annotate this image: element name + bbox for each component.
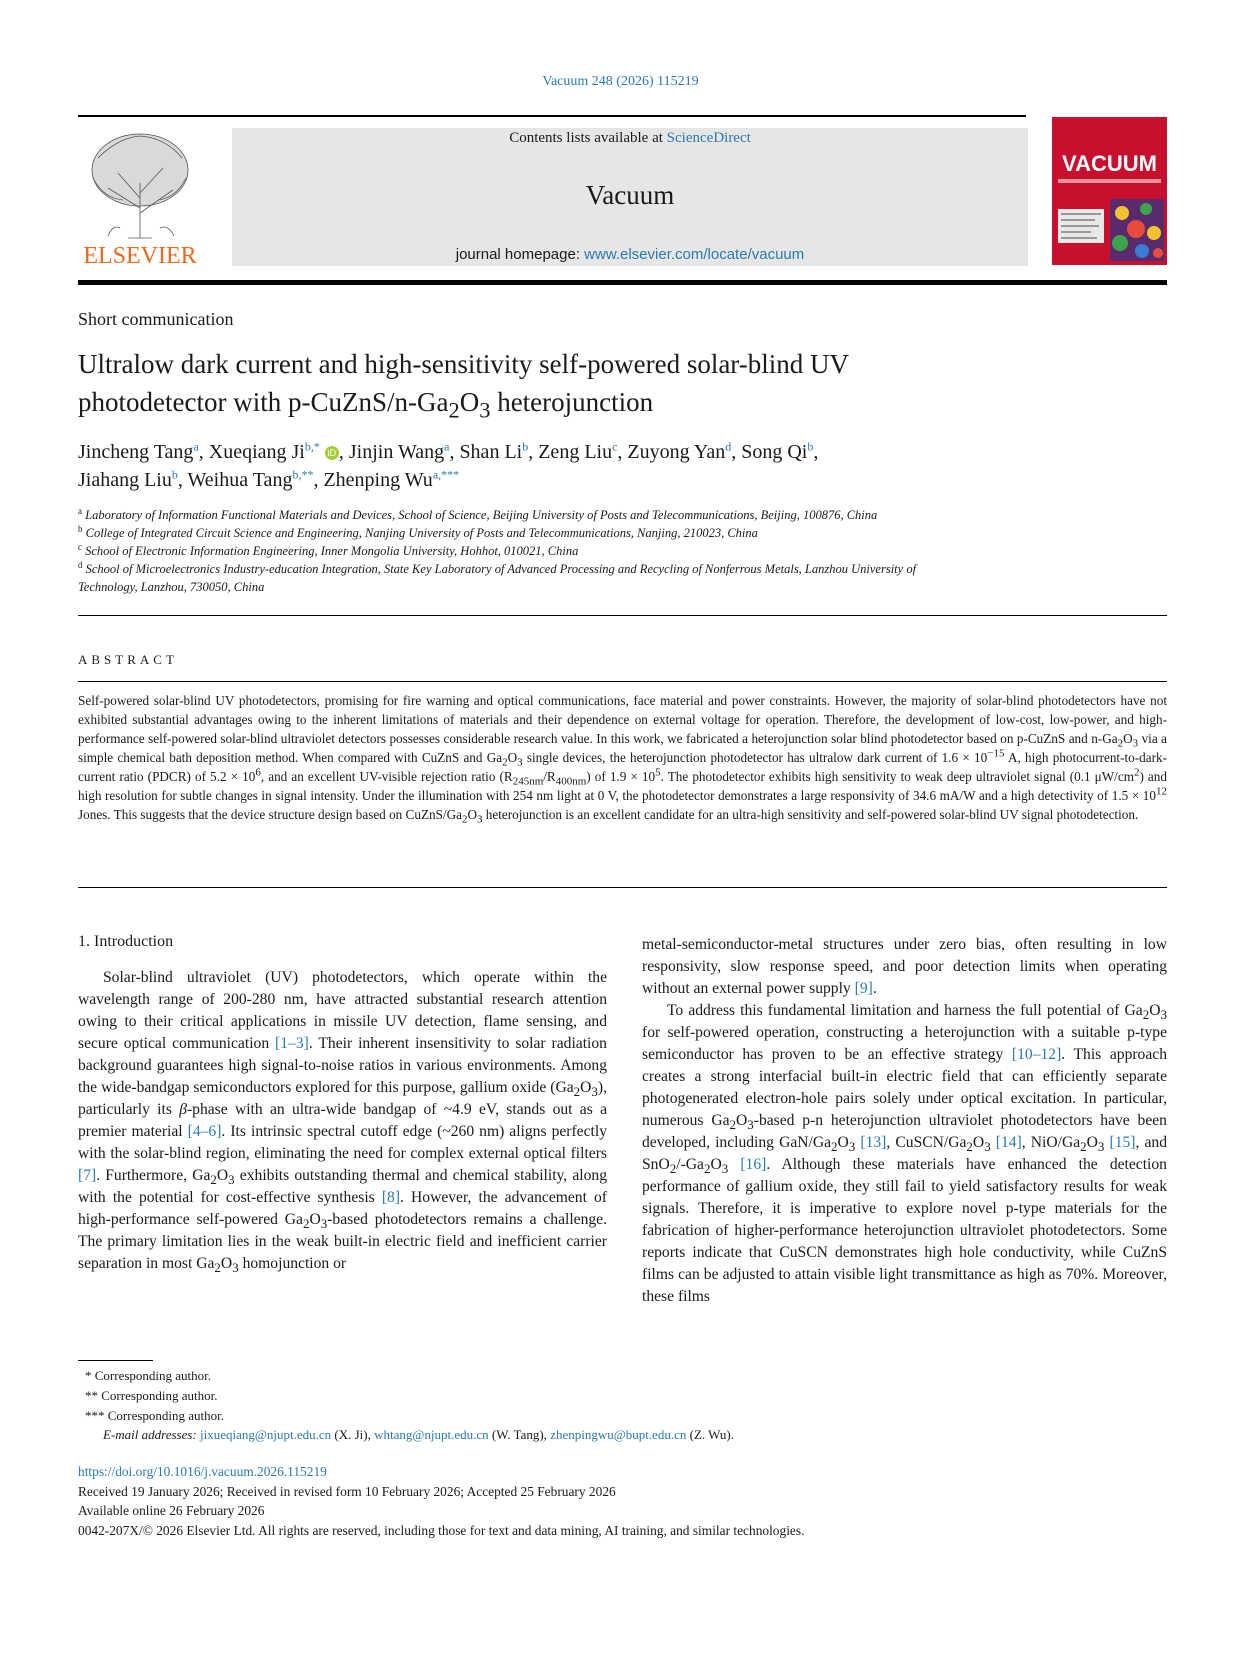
journal-name: Vacuum [585, 180, 675, 210]
citation-link[interactable]: [14] [995, 1134, 1022, 1151]
email-link[interactable]: whtang@njupt.edu.cn [374, 1427, 489, 1442]
paragraph: metal-semiconductor-metal structures under zero bias, often resulting in low responsivity, slow response speed, and poor detection limits when operating without an external power supply [9]. [642, 936, 1167, 997]
contents-line [232, 130, 1028, 147]
abstract-heading: ABSTRACT [78, 652, 178, 667]
section-heading-introduction: 1. Introduction [78, 933, 174, 950]
elsevier-wordmark: ELSEVIER [83, 243, 197, 268]
citation-link[interactable]: [9] [854, 980, 873, 997]
journal-citation[interactable]: Vacuum 248 (2026) 115219 [542, 74, 699, 89]
header-thick-rule [78, 280, 1167, 285]
article-title: Ultralow dark current and high-sensitivity self-powered solar-blind UV photodetector with $p-CuZnS/n-Ga_2O_3$ heterojunction [78, 349, 850, 423]
author-name[interactable]: Xueqiang Ji [208, 441, 305, 463]
affiliation-item: $^a$ Laboratory of Information Functional Materials and Devices, School of Science, Beijing University of Posts and Telecommunications, Beijing, 100876, China [78, 505, 878, 522]
citation-link[interactable]: [1–3] [275, 1035, 309, 1052]
elsevier-tree-icon [78, 128, 202, 268]
affiliation-item: $^d$ School of Microelectronics Industry-education Integration, State Key Laboratory of Advanced Processing and Recycling of Nonferrous Metals, Lanzhou University of [78, 559, 917, 576]
homepage-prefix: journal homepage: [455, 246, 585, 263]
article-type: Short communication [78, 309, 234, 329]
citation-link[interactable]: [4–6] [187, 1123, 222, 1140]
email-addresses: E-mail addresses: jixueqiang@njupt.edu.cn (X. Ji), whtang@njupt.edu.cn (W. Tang), zhenpingwu@bupt.edu.cn (Z. Wu). [103, 1427, 734, 1442]
citation-link[interactable]: [10–12] [1011, 1046, 1062, 1063]
author-list: Jincheng Tang$^a$, Xueqiang $Ji^{b,*}$ iD , Jinjin Wang$^a$, Shan Li$^b$, Zeng Liu$^c$, Zuyong Yan$^d$, Song Qi$^b$, Jiahang Liu$^b$, Weihua Tang$^{b,**}$, Zhenping $Wu^{a,***}$ [78, 439, 819, 491]
cover-image [1110, 199, 1164, 261]
author-name[interactable]: Zeng Liu [538, 441, 613, 463]
footnote-rule [78, 1360, 153, 1361]
body-column-right [642, 934, 1167, 1308]
affiliation-rule [78, 615, 1167, 616]
available-online: Available online 26 February 2026 [78, 1503, 265, 1518]
author-name[interactable]: Zuyong Yan [627, 441, 726, 463]
author-name[interactable]: Song Qi [741, 441, 808, 463]
affiliation-item: Technology, Lanzhou, 730050, China [78, 580, 265, 594]
homepage-line [232, 246, 1028, 263]
cover-title: VACUUM [1062, 151, 1157, 176]
citation-link[interactable]: [13] [860, 1134, 887, 1151]
journal-banner [232, 128, 1028, 266]
author-name[interactable]: Zhenping Wu [323, 469, 433, 491]
email-link[interactable]: zhenpingwu@bupt.edu.cn [550, 1427, 687, 1442]
affiliations [78, 506, 1168, 596]
contents-prefix: Contents lists available at [509, 130, 667, 146]
affiliation-item: $^c$ School of Electronic Information Engineering, Inner Mongolia University, Hohhot, 010021, China [78, 541, 579, 558]
journal-cover[interactable] [1052, 117, 1167, 265]
elsevier-logo[interactable] [78, 128, 202, 268]
footnotes [85, 1366, 224, 1426]
author-name[interactable]: Weihua Tang [187, 469, 293, 491]
email-label: E-mail addresses: [103, 1427, 197, 1442]
citation-link[interactable]: [8] [381, 1189, 401, 1206]
footnote-item: ** Corresponding author. [85, 1388, 218, 1403]
cover-subtitle-bar [1058, 179, 1161, 183]
header-rule [78, 115, 1026, 117]
publication-info [78, 1462, 804, 1540]
paragraph: Solar-blind ultraviolet (UV) photodetectors, which operate within the wavelength range of 200-280 nm, have attracted substantial research attention owing to their critical applications in missile UV detection, flame sensing, and secure optical communication [1–3]. Their inherent insensitivity to solar radiation background guarantees high signal-to-noise ratios in various environments. Among the wide-bandgap semiconductors explored for this purpose, gallium oxide $(Ga_2O_3)$, particularly its β-phase with an ultra-wide bandgap of ~4.9 eV, stands out as a premier material [4–6]. Its intrinsic spectral cutoff edge (~260 nm) aligns perfectly with the solar-blind region, eliminating the need for complex external optical filters [7]. Furthermore, $Ga_2O_3$ exhibits outstanding thermal and chemical stability, along with the potential for cost-effective synthesis [8]. However, the advancement of high-performance self-powered $Ga_2O_3$-based photodetectors remains a challenge. The primary limitation lies in the weak built-in electric field and inefficient carrier separation in most $Ga_2O_3$ homojunction or [78, 969, 608, 1276]
paragraph: To address this fundamental limitation and harness the full potential of $Ga_2O_3$ for self-powered operation, constructing a heterojunction with a suitable p-type semiconductor has proven to be an effective strategy [10–12]. This approach creates a strong interfacial built-in electric field that can efficiently separate photogenerated electron-hole pairs solely under optical excitation. In particular, numerous $Ga_2O_3$-based p-n heterojunction ultraviolet photodetectors have been developed, including GaN/$Ga_2O_3$ [13], CuSCN/$Ga_2O_3$ [14], NiO/$Ga_2O_3$ [15], and $SnO_2/-Ga_2O_3$ [16]. Although these materials have enhanced the detection performance of gallium oxide, they still fail to yield satisfactory results for weak signals. Therefore, it is imperative to explore novel p-type materials for the fabrication of higher-performance heterojunction ultraviolet photodetectors. Some reports indicate that CuSCN demonstrates high hole conductivity, while CuZnS films can be adjusted to attain visible light transmittance as high as 70%. Moreover, these films [642, 1002, 1167, 1305]
copyright-line: 0042-207X/© 2026 Elsevier Ltd. All rights are reserved, including those for text and data mining, AI training, and similar technologies. [78, 1522, 805, 1538]
doi-link[interactable]: https://doi.org/10.1016/j.vacuum.2026.115219 [78, 1464, 327, 1479]
footnote-item: *** Corresponding author. [85, 1408, 225, 1423]
footnote-item: * Corresponding author. [85, 1368, 212, 1383]
sciencedirect-link[interactable]: ScienceDirect [666, 130, 751, 146]
citation-link[interactable]: [7] [78, 1167, 97, 1184]
orcid-icon[interactable]: iD [325, 446, 339, 460]
received-dates: Received 19 January 2026; Received in revised form 10 February 2026; Accepted 25 February 2026 [78, 1483, 616, 1499]
homepage-link[interactable]: www.elsevier.com/locate/vacuum [584, 246, 805, 263]
author-name[interactable]: Jiahang Liu [78, 469, 172, 491]
body-column-left [78, 967, 607, 1275]
abstract-bottom-rule [78, 887, 1167, 888]
author-name[interactable]: Jincheng Tang [78, 441, 194, 463]
abstract-rule [78, 681, 1167, 682]
abstract-text: Self-powered solar-blind UV photodetectors, promising for fire warning and optical communications, face material and power constraints. However, the majority of solar-blind photodetectors have not exhibited substantial advantages owing to the inherent limitations of materials and their dependence on external voltage for operation. Therefore, the development of low-cost, low-power, and high-performance self-powered solar-blind ultraviolet detectors possesses considerable research value. In this work, we fabricated a heterojunction solar blind photodetector based on p-CuZnS and $n-Ga_2O_3$ via a simple chemical bath deposition method. When compared with CuZnS and $Ga_2O_3$ single devices, the heterojunction photodetector has ultralow dark current of $1.6 \times 10^{-15}$ A, high photocurrent-to-dark-current ratio (PDCR) of $5.2 \times 10^6$, and an excellent UV-visible rejection ratio $(R_{245nm}/R_{400nm})$ of $1.9 \times 10^5$. The photodetector exhibits high sensitivity to weak deep ultraviolet signal (0.1 $\mu W/cm^2$) and high resolution for subtle changes in signal intensity. Under the illumination with 254 nm light at 0 V, the photodetector demonstrates a large responsivity of 34.6 mA/W and a high detectivity of $1.5 \times 10^{12}$ Jones. This suggests that the device structure design based on CuZnS/$Ga_2O_3$ heterojunction is an excellent candidate for an ultra-high sensitivity and self-powered solar-blind UV signal photodetection. [78, 693, 1168, 826]
cover-text-block [1058, 209, 1104, 243]
author-name[interactable]: Shan Li [459, 441, 523, 463]
citation-link[interactable]: [16] [740, 1156, 767, 1173]
citation-link[interactable]: [15] [1109, 1134, 1136, 1151]
author-name[interactable]: Jinjin Wang [348, 441, 445, 463]
affiliation-item: $^b$ College of Integrated Circuit Science and Engineering, Nanjing University of Posts and Telecommunications, Nanjing, 210023, China [78, 523, 758, 540]
email-link[interactable]: jixueqiang@njupt.edu.cn [200, 1427, 332, 1442]
